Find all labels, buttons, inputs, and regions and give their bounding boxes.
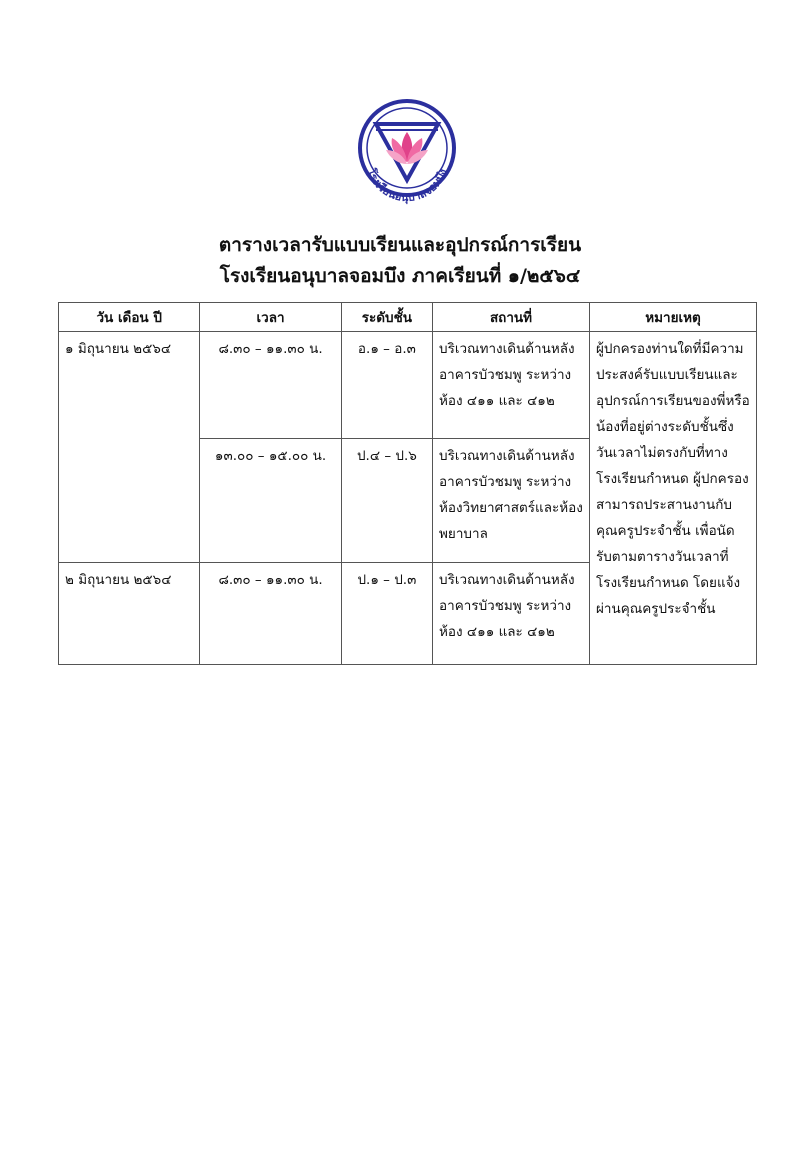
cell-date: ๒ มิถุนายน ๒๕๖๔ [59,563,200,665]
cell-note: ผู้ปกครองท่านใดที่มีความประสงค์รับแบบเรียนและอุปกรณ์การเรียนของพี่หรือน้องที่อยู่ต่างระดับชั้นซึ่งวันเวลาไม่ตรงกับที่ทางโรงเรียนกำหนด ผู้ปกครองสามารถประสานงานกับคุณครูประจำชั้น เพื่อนัดรับตามตารางวันเวลาที่โรงเรียนกำหนด โดยแจ้งผ่านคุณครูประจำชั้น [589,332,756,665]
cell-place: บริเวณทางเดินด้านหลังอาคารบัวชมพู ระหว่างห้อง ๔๑๑ และ ๔๑๒ [433,563,590,665]
cell-time: ๘.๓๐ – ๑๑.๓๐ น. [200,563,341,665]
page-title: ตารางเวลารับแบบเรียนและอุปกรณ์การเรียน [218,234,582,256]
cell-level: ป.๑ – ป.๓ [341,563,432,665]
school-logo [352,98,462,208]
header-date: วัน เดือน ปี [59,303,200,332]
schedule-table [58,302,757,665]
header-place: สถานที่ [433,303,590,332]
cell-place: บริเวณทางเดินด้านหลังอาคารบัวชมพู ระหว่างห้องวิทยาศาสตร์และห้องพยาบาล [433,439,590,563]
table-header-row [59,303,757,332]
page-subtitle: โรงเรียนอนุบาลจอมบึง ภาคเรียนที่ ๑/๒๕๖๔ [219,265,581,287]
table-row [59,332,757,439]
cell-level: อ.๑ – อ.๓ [341,332,432,439]
cell-time: ๘.๓๐ – ๑๑.๓๐ น. [200,332,341,439]
cell-time: ๑๓.๐๐ – ๑๕.๐๐ น. [200,439,341,563]
cell-level: ป.๔ – ป.๖ [341,439,432,563]
header-level: ระดับชั้น [341,303,432,332]
cell-place: บริเวณทางเดินด้านหลังอาคารบัวชมพู ระหว่างห้อง ๔๑๑ และ ๔๑๒ [433,332,590,439]
school-logo-emblem [352,98,462,208]
header-note: หมายเหตุ [589,303,756,332]
cell-date: ๑ มิถุนายน ๒๕๖๔ [59,332,200,563]
header-time: เวลา [200,303,341,332]
logo-text: โรงเรียนอนุบาลจอมบึง [364,167,450,205]
